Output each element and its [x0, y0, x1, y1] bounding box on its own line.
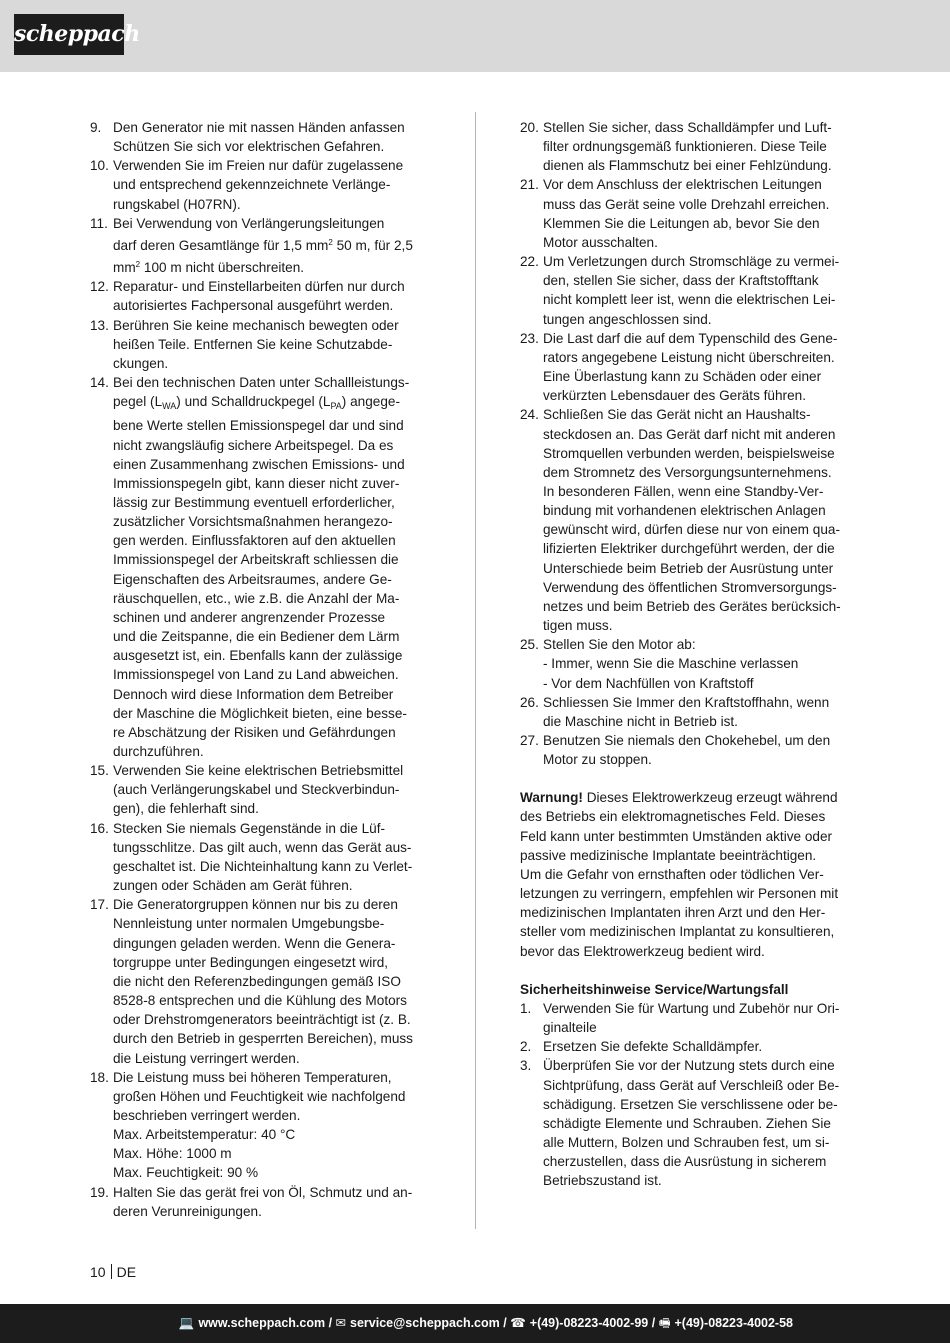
footer-separator: / [648, 1316, 659, 1330]
item-text-line: beschrieben verringert werden. [113, 1107, 301, 1123]
item-text-line: darf deren Gesamtlänge für 1,5 $mm^2$ 50 m, für 2,5 [113, 237, 413, 253]
warning-text-line: Feld kann unter bestimmten Umständen aktive oder [520, 828, 833, 844]
service-list [520, 999, 860, 1191]
warning-text-line: bevor das Elektrowerkzeug bedient wird. [520, 943, 765, 959]
item-text-line: steckdosen an. Das Gerät darf nicht mit anderen [543, 426, 836, 442]
item-text-line: der Maschine die Möglichkeit bieten, eine besse- [113, 705, 407, 721]
item-text-line: Max. Feuchtigkeit: 90 % [113, 1165, 259, 1181]
item-text-line: Bei den technischen Daten unter Schallleistungs- [113, 375, 410, 391]
list-item [520, 1056, 860, 1190]
list-item [520, 252, 860, 329]
list-item [520, 999, 860, 1037]
item-text-line: Max. Arbeitstemperatur: 40 °C [113, 1127, 296, 1143]
item-text-line: tigen muss. [543, 618, 613, 634]
list-item [90, 819, 430, 896]
item-number: 24. [520, 407, 539, 423]
item-text-line: Stromquellen verbunden werden, beispielsweise [543, 445, 835, 461]
scheppach-logo: scheppach [14, 14, 124, 55]
item-text-line: Klemmen Sie die Leitungen ab, bevor Sie den [543, 215, 820, 231]
item-text-line: autorisiertes Fachpersonal ausgeführt werden. [113, 298, 394, 314]
item-text-line: Verwenden Sie keine elektrischen Betriebsmittel [113, 763, 404, 779]
item-text-line: bene Werte stellen Emissionspegel dar und sind [113, 418, 404, 434]
item-text-line: Motor zu stoppen. [543, 752, 652, 768]
item-text-line: die Leistung verringert werden. [113, 1050, 300, 1066]
item-number: 2. [520, 1039, 532, 1055]
item-number: 19. [90, 1184, 109, 1200]
item-text-line: dem Stromnetz des Versorgungsunternehmens. [543, 464, 832, 480]
list-item [90, 316, 430, 373]
list-item [90, 118, 430, 156]
warning-first-line: Warnung! Dieses Elektrowerkzeug erzeugt während [520, 790, 838, 806]
item-text-line: $mm^2$ 100 m nicht überschreiten. [113, 260, 305, 276]
item-text-line: alle Muttern, Bolzen und Schrauben fest, um si- [543, 1134, 830, 1150]
item-text-line: - Vor dem Nachfüllen von Kraftstoff [543, 675, 754, 691]
item-text-line: schädigte Elemente und Schrauben. Ziehen Sie [543, 1115, 831, 1131]
list-item [520, 329, 860, 406]
item-text-line: dingungen geladen werden. Wenn die Genera- [113, 935, 396, 951]
item-number: 17. [90, 897, 109, 913]
item-number: 11. [90, 215, 108, 231]
page-header [0, 0, 950, 72]
list-item [520, 175, 860, 252]
item-number: 13. [90, 317, 109, 333]
item-text-line: Bei Verwendung von Verlängerungsleitungen [113, 215, 385, 231]
item-text-line: Verwendung des öffentlichen Stromversorgungs- [543, 579, 837, 595]
footer-contact [179, 1304, 793, 1343]
item-number: 1. [520, 1000, 532, 1016]
item-text-line: Benutzen Sie niemals den Chokehebel, um den [543, 733, 831, 748]
safety-list-left [90, 118, 430, 1221]
item-text-line: nicht komplett leer ist, wenn die elektrischen Lei- [543, 292, 836, 308]
item-text-line: oder Drehstromgenerators beeinträchtigt ist (z. B. [113, 1012, 411, 1028]
item-text-line: Die Last darf die auf dem Typenschild des Gene- [543, 330, 838, 346]
item-text-line: Eine Überlastung kann zu Schäden oder einer [543, 369, 822, 385]
list-item [90, 1183, 430, 1221]
item-text-line: Schließen Sie das Gerät nicht an Haushalts- [543, 407, 811, 423]
item-text-line: tungen angeschlossen sind. [543, 311, 712, 327]
email-link[interactable]: service@scheppach.com [350, 1316, 500, 1330]
warning-text-line: passive medizinische Implantate beeinträchtigen. [520, 847, 817, 863]
item-text-line: 8528-8 entsprechen und die Kühlung des Motors [113, 993, 407, 1009]
item-text-line: ckungen. [113, 355, 169, 371]
column-divider [475, 112, 476, 1229]
list-item [90, 277, 430, 315]
item-text-line: den, stellen Sie sicher, dass der Kraftstofftank [543, 273, 819, 289]
list-item [90, 156, 430, 213]
safety-list-right [520, 118, 860, 769]
item-number: 14. [90, 375, 109, 391]
item-text-line: Stecken Sie niemals Gegenstände in die Lüf- [113, 820, 386, 836]
list-item [90, 1068, 430, 1183]
item-number: 25. [520, 637, 539, 653]
item-text-line: Berühren Sie keine mechanisch bewegten oder [113, 317, 399, 333]
right-column [520, 118, 860, 1190]
item-text-line: pegel $(L_{WA})$ und Schalldruckpegel $(L_{PA})$ angege- [113, 394, 400, 412]
item-text-line: tungsschlitze. Das gilt auch, wenn das Gerät aus- [113, 839, 412, 855]
item-number: 16. [90, 820, 109, 836]
item-number: 23. [520, 330, 539, 346]
item-text-line: bindung mit vorhandenen elektrischen Anlagen [543, 503, 826, 519]
language-code: DE [116, 1264, 137, 1280]
page-separator [111, 1264, 112, 1279]
warning-label: Warnung! [520, 790, 583, 806]
item-text-line: In besonderen Fällen, wenn eine Standby-Ver- [543, 483, 824, 499]
item-text-line: nicht zwangsläufig sichere Arbeitspegel. Da es [113, 437, 394, 453]
page-number [90, 1264, 136, 1280]
item-number: 18. [90, 1069, 109, 1085]
item-number: 12. [90, 279, 109, 295]
item-text-line: verkürzten Lebensdauer des Geräts führen. [543, 388, 806, 404]
item-number: 22. [520, 254, 539, 270]
footer-separator: / [325, 1316, 336, 1330]
item-number: 21. [520, 177, 539, 193]
item-text-line: Sichtprüfung, dass Gerät auf Verschleiß oder Be- [543, 1077, 840, 1093]
item-text-line: und entsprechend gekennzeichnete Verlänge- [113, 177, 391, 193]
item-text-line: Den Generator nie mit nassen Händen anfassen [113, 120, 405, 135]
page-number-value: 10 [90, 1264, 106, 1280]
item-text-line: Überprüfen Sie vor der Nutzung stets durch eine [543, 1058, 835, 1074]
item-text-line: deren Verunreinigungen. [113, 1203, 262, 1219]
list-item [520, 118, 860, 175]
item-text-line: großen Höhen und Feuchtigkeit wie nachfolgend [113, 1088, 406, 1104]
item-text-line: zungen oder Schäden am Gerät führen. [113, 878, 353, 894]
item-text-line: zusätzlicher Vorsichtsmaßnahmen herangezo- [113, 514, 393, 530]
list-item [90, 895, 430, 1067]
service-section-title: Sicherheitshinweise Service/Wartungsfall [520, 981, 789, 997]
computer-icon: 💻 [178, 1316, 195, 1330]
item-text-line: Schützen Sie sich vor elektrischen Gefahren. [113, 139, 385, 155]
item-number: 10. [90, 158, 109, 174]
item-text-line: heißen Teile. Entfernen Sie keine Schutzabde- [113, 336, 393, 352]
item-text-line: Motor ausschalten. [543, 234, 658, 250]
item-text-line: gen), die fehlerhaft sind. [113, 801, 259, 817]
item-text-line: Verwenden Sie im Freien nur dafür zugelassene [113, 158, 404, 174]
item-text-line: ginalteile [543, 1020, 597, 1036]
item-text-line: torgruppe unter Bedingungen eingesetzt wird, [113, 954, 389, 970]
item-text-line: einen Zusammenhang zwischen Emissions- und [113, 456, 405, 472]
item-text-line: die nicht den Referenzbedingungen gemäß ISO [113, 973, 401, 989]
item-text-line: rungskabel (H07RN). [113, 196, 241, 212]
item-text-line: Immissionspegel der Arbeitskraft schliessen die [113, 552, 399, 568]
item-number: 20. [520, 120, 539, 135]
list-item [520, 731, 860, 769]
item-text-line: schädigung. Ersetzen Sie verschlissene oder be- [543, 1096, 838, 1112]
list-item [520, 693, 860, 731]
item-text-line: Eigenschaften des Arbeitsraumes, andere Ge- [113, 571, 392, 587]
item-text-line: - Immer, wenn Sie die Maschine verlassen [543, 656, 799, 672]
item-text-line: gewünscht wird, dürfen diese nur von einem qua- [543, 522, 840, 538]
fax-number[interactable]: +(49)-08223-4002-58 [674, 1316, 793, 1330]
item-text-line: die Maschine nicht in Betrieb ist. [543, 713, 738, 729]
item-text-line: rators angegebene Leistung nicht überschreiten. [543, 349, 835, 365]
email-icon: ✉ [335, 1316, 346, 1330]
item-text-line: lifizierten Elektriker durchgeführt werden, der die [543, 541, 835, 557]
item-text-line: Max. Höhe: 1000 m [113, 1146, 232, 1162]
item-text-line: muss das Gerät seine volle Drehzahl erreichen. [543, 196, 830, 212]
item-text-line: Reparatur- und Einstellarbeiten dürfen nur durch [113, 279, 405, 295]
item-text-line: filter ordnungsgemäß funktionieren. Diese Teile [543, 139, 827, 155]
footer-separator: / [499, 1316, 511, 1330]
item-text-line: durchzuführen. [113, 744, 204, 759]
item-text-line: Verwenden Sie für Wartung und Zubehör nur Ori- [543, 1000, 840, 1016]
left-column [90, 118, 430, 1221]
item-number: 3. [520, 1058, 532, 1074]
warning-text-line: Um die Gefahr von ernsthaften oder tödlichen Ver- [520, 866, 824, 882]
list-item [520, 405, 860, 635]
list-item [90, 214, 430, 277]
item-text-line: Stellen Sie sicher, dass Schalldämpfer und Luft- [543, 120, 832, 135]
item-number: 27. [520, 733, 539, 748]
item-text-line: Die Generatorgruppen können nur bis zu deren [113, 897, 398, 913]
phone-number[interactable]: +(49)-08223-4002-99 [529, 1316, 649, 1330]
list-item [520, 635, 860, 692]
item-number: 26. [520, 694, 539, 710]
item-text-line: Immissionspegel von Land zu Land abweichen. [113, 667, 399, 683]
item-text-line: Die Leistung muss bei höheren Temperaturen, [113, 1069, 392, 1085]
item-text-line: gen werden. Einflussfaktoren auf den aktuellen [113, 533, 396, 549]
item-text-line: und die Zeitspanne, die ein Bediener dem Lärm [113, 629, 400, 645]
item-text-line: dienen als Flammschutz bei einer Fehlzündung. [543, 158, 832, 174]
item-text-line: Vor dem Anschluss der elektrischen Leitungen [543, 177, 822, 193]
item-number: 15. [90, 763, 109, 779]
warning-text-line: medizinischen Implantaten ihren Arzt und den Her- [520, 905, 826, 921]
item-text-line: lässig zur Bestimmung eventuell erforderlicher, [113, 494, 395, 510]
item-text-line: netzes und beim Betrieb des Gerätes berücksich- [543, 598, 841, 614]
item-text-line: ausgesetzt ist, ein. Ebenfalls kann der zulässige [113, 648, 403, 664]
item-text-line: Halten Sie das gerät frei von Öl, Schmutz und an- [113, 1184, 413, 1200]
item-text-line: Unterschiede beim Betrieb der Ausrüstung unter [543, 560, 834, 576]
warning-text-line: letzungen zu verringern, empfehlen wir Personen mit [520, 886, 839, 902]
warning-text-line: des Betriebs ein elektromagnetisches Feld. Dieses [520, 809, 826, 825]
item-text-line: Um Verletzungen durch Stromschläge zu vermei- [543, 254, 840, 270]
item-text-line: Dennoch wird diese Information dem Betreiber [113, 686, 394, 702]
item-text-line: cherzustellen, dass die Ausrüstung in sicherem [543, 1154, 827, 1170]
item-text-line: durch den Betrieb in gesperrten Bereichen), muss [113, 1031, 413, 1047]
warning-paragraph [520, 788, 860, 960]
item-number: 9. [90, 120, 102, 135]
item-text-line: re Abschätzung der Risiken und Gefährdungen [113, 724, 396, 740]
fax-icon: 🖷 [658, 1316, 671, 1330]
item-text-line: geschaltet ist. Die Nichteinhaltung kann zu Verlet- [113, 858, 413, 874]
item-text-line: Immissionspegeln gibt, kann dieser nicht zuver- [113, 475, 400, 491]
phone-icon: ☎ [510, 1316, 526, 1330]
item-text-line: (auch Verlängerungskabel und Steckverbindun- [113, 782, 400, 798]
item-text-line: schinen und anderer angrenzender Prozesse [113, 609, 386, 625]
footer-bar [0, 1304, 950, 1343]
item-text-line: Nennleistung unter normalen Umgebungsbe- [113, 916, 385, 932]
website-link[interactable]: www.scheppach.com [198, 1316, 326, 1330]
item-text-line: Stellen Sie den Motor ab: [543, 637, 696, 653]
item-text-line: Betriebszustand ist. [543, 1173, 662, 1189]
list-item [90, 761, 430, 818]
list-item [520, 1037, 860, 1056]
item-text-line: Ersetzen Sie defekte Schalldämpfer. [543, 1039, 763, 1055]
item-text-line: räuschquellen, etc., wie z.B. die Anzahl der Ma- [113, 590, 400, 606]
warning-text-line: steller vom medizinischen Implantat zu konsultieren, [520, 924, 835, 940]
list-item [90, 373, 430, 761]
item-text-line: Schliessen Sie Immer den Kraftstoffhahn, wenn [543, 694, 830, 710]
